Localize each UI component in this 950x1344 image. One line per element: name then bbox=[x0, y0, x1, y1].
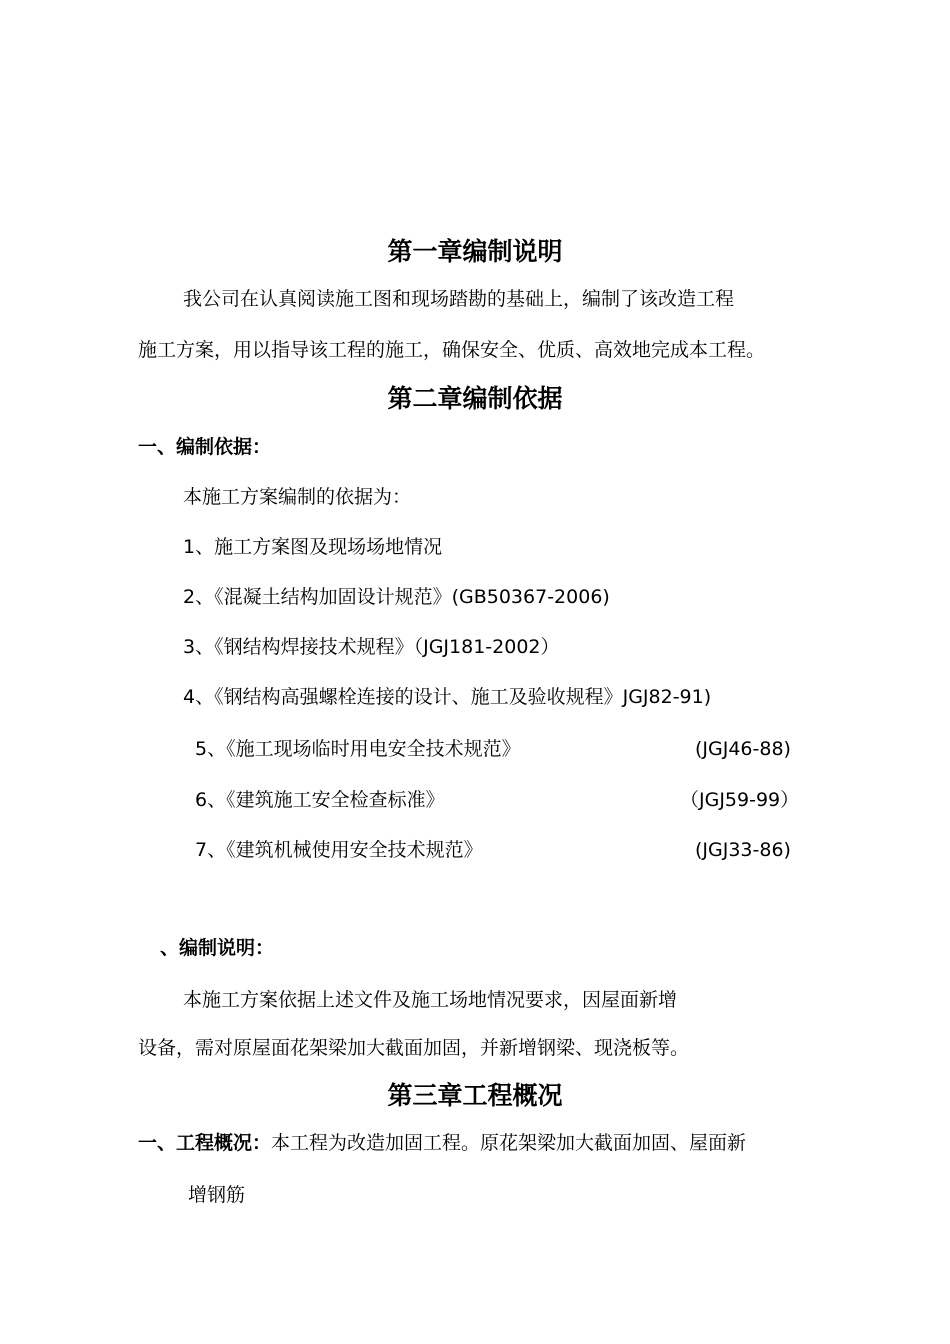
chapter3-title: 第三章工程概况 bbox=[387, 1081, 563, 1110]
basis-item-3: 3、《钢结构焊接技术规程》（JGJ181-2002） bbox=[183, 636, 560, 658]
basis-item-6: 6、《建筑施工安全检查标准》 bbox=[195, 789, 445, 811]
chapter2-title: 第二章编制依据 bbox=[387, 384, 563, 413]
chapter1-title: 第一章编制说明 bbox=[387, 237, 563, 266]
section-heading-basis: 一、编制依据： bbox=[138, 436, 272, 458]
basis-item-7: 7、《建筑机械使用安全技术规范》 bbox=[195, 839, 483, 861]
basis-intro: 本施工方案编制的依据为： bbox=[183, 486, 412, 508]
notes-paragraph-line2: 设备，需对原屋面花架梁加大截面加固，并新增钢梁、现浇板等。 bbox=[138, 1037, 690, 1059]
basis-item-5-code: (JGJ46-88) bbox=[695, 738, 791, 760]
chapter1-paragraph-line1: 我公司在认真阅读施工图和现场踏勘的基础上，编制了该改造工程 bbox=[183, 288, 735, 310]
overview-label: 一、工程概况： bbox=[138, 1132, 272, 1154]
overview-text: 本工程为改造加固工程。原花架梁加大截面加固、屋面新 bbox=[271, 1132, 747, 1154]
basis-item-7-code: (JGJ33-86) bbox=[695, 839, 791, 861]
basis-item-6-code: （JGJ59-99） bbox=[680, 789, 800, 811]
notes-paragraph-line1: 本施工方案依据上述文件及施工场地情况要求，因屋面新增 bbox=[183, 989, 678, 1011]
overview-continuation: 增钢筋 bbox=[188, 1184, 246, 1206]
basis-item-4: 4、《钢结构高强螺栓连接的设计、施工及验收规程》JGJ82-91) bbox=[183, 686, 712, 708]
basis-item-5: 5、《施工现场临时用电安全技术规范》 bbox=[195, 738, 521, 760]
overview-line bbox=[138, 1131, 746, 1155]
section-heading-notes: 、编制说明： bbox=[160, 937, 275, 959]
basis-item-2: 2、《混凝土结构加固设计规范》(GB50367-2006) bbox=[183, 586, 610, 608]
basis-item-1: 1、施工方案图及现场场地情况 bbox=[183, 536, 443, 558]
chapter1-paragraph-line2: 施工方案，用以指导该工程的施工，确保安全、优质、高效地完成本工程。 bbox=[138, 339, 766, 361]
